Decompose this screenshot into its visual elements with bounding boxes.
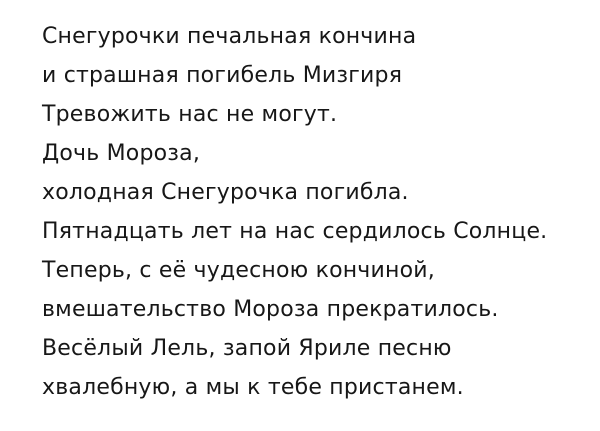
text-line: Дочь Мороза,: [42, 141, 201, 166]
text-line: Пятнадцать лет на нас сердилось Солнце.: [42, 219, 548, 244]
text-line: и страшная погибель Мизгиря: [42, 63, 403, 88]
text-line: Тревожить нас не могут.: [42, 102, 338, 127]
poem-text-block: [42, 17, 580, 407]
text-line: вмешательство Мороза прекратилось.: [42, 297, 499, 322]
text-line: Теперь, с её чудесною кончиной,: [42, 258, 435, 283]
text-line: холодная Снегурочка погибла.: [42, 180, 409, 205]
text-line: Весёлый Лель, запой Яриле песню: [42, 336, 452, 361]
text-line: Снегурочки печальная кончина: [42, 24, 417, 49]
text-line: хвалебную, а мы к тебе пристанем.: [42, 375, 464, 400]
